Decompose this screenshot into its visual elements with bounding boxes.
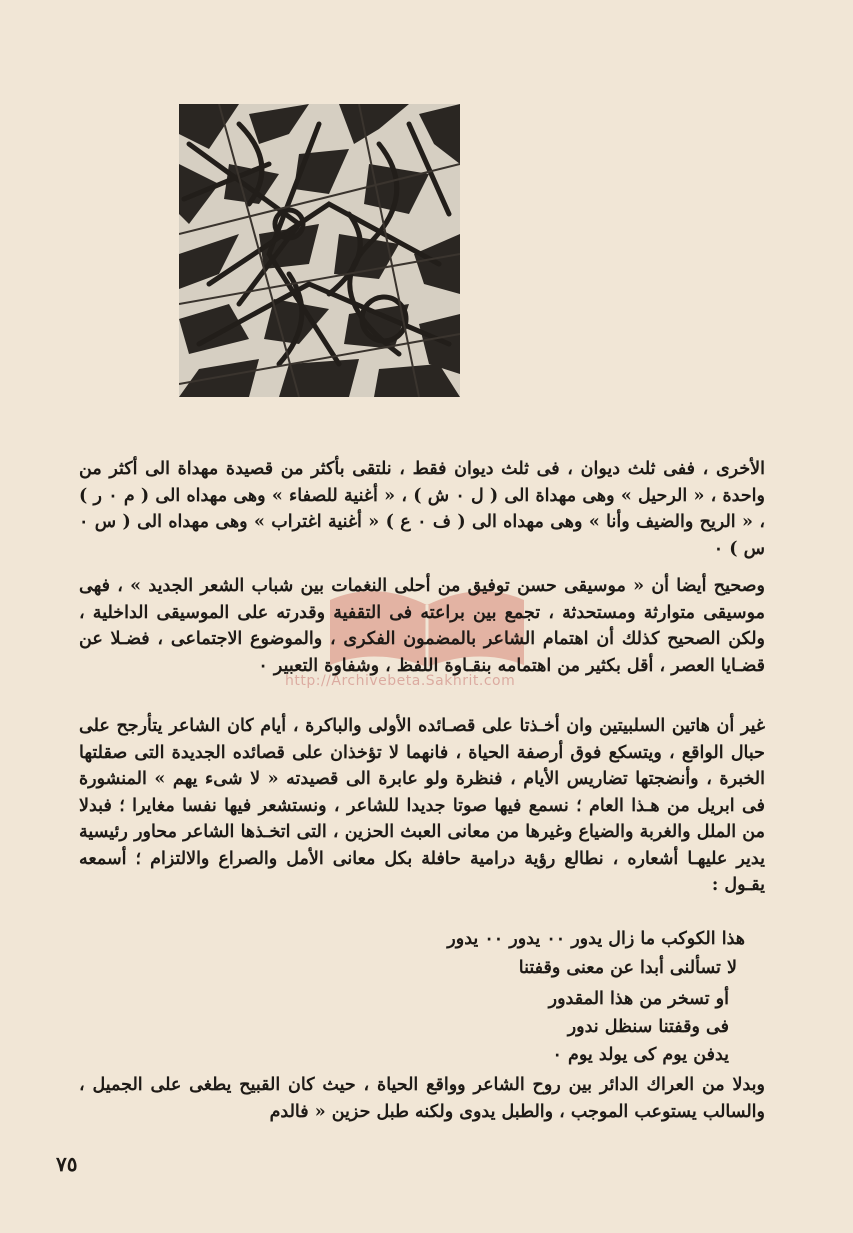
paragraph-text: غير أن هاتين السلبيتين وان أخـذتا على قصـائده الأولى والباكرة ، أيام كان الشاعر يتأرجح على حبال الواقع ، ويتسكع فوق أرصفة الحياة ، فانهما لا تؤخذان على قصائده الجديدة التى صقلتها الخبرة ، وأنضجتها تضاريس الأيام ، فنظرة ولو عابرة الى قصيدته « لا شىء يهم » المنشورة فى ابريل من هـذا العام ؛ نسمع فيها صوتا جديدا للشاعر ، ونستشعر فيها نفسا مغايرا ؛ فبدلا من الملل والغربة والضياع وغيرها من معانى العبث الحزين ، التى اتخـذها الشاعر محاور رئيسية يدير عليهـا أشعاره ، نطالع رؤية درامية حافلة بكل معانى الأمل والصراع والالتزام ؛ أسمعه يقـول : — [79, 716, 765, 895]
abstract-illustration — [179, 104, 460, 397]
paragraph-music — [79, 573, 765, 679]
poem-line: هذا الكوكب ما زال يدور ٠٠ يدور ٠٠ يدور — [447, 929, 745, 949]
watermark-url[interactable]: http://Archivebeta.Sakhrit.com — [285, 673, 516, 689]
abstract-line-art — [179, 104, 460, 397]
paragraph-dedications — [79, 456, 765, 562]
poem-line: أو تسخر من هذا المقدور — [548, 989, 729, 1009]
paragraph-conflict — [79, 1072, 765, 1125]
paragraph-text: وبدلا من العراك الدائر بين روح الشاعر وواقع الحياة ، حيث كان القبيح يطغى على الجميل ، والسالب يستوعب الموجب ، والطبل يدوى ولكنه طبل حزين « فالدم — [79, 1075, 765, 1122]
paragraph-text: الأخرى ، ففى ثلث ديوان ، فى ثلث ديوان فقط ، نلتقى بأكثر من قصيدة مهداة الى أكثر من واحدة ، « الرحيل » وهى مهداة الى ( ل ٠ ش ) ، « أغنية للصفاء » وهى مهداه الى ( م ٠ ر ) ، « الريح والضيف وأنا » وهى مهداه الى ( ف ٠ ع ) « أغنية اغتراب » وهى مهداه الى ( س ٠ س ) ٠ — [79, 459, 765, 559]
paragraph-text: وصحيح أيضا أن « موسيقى حسن توفيق من أحلى النغمات بين شباب الشعر الجديد » ، فهى موسيقى متوارثة ومستحدثة ، تجمع بين براعته فى التقفية وقدرته على الموسيقى الداخلية ، ولكن الصحيح كذلك أن اهتمام الشاعر بالمضمون الفكرى ، والموضوع الاجتماعى ، فضـلا عن قضـايا العصر ، أقل بكثير من اهتمامه بنقـاوة اللفظ ، وشفاوة التعبير ٠ — [79, 576, 765, 676]
poem-line: يدفن يوم كى يولد يوم ٠ — [552, 1045, 729, 1065]
poem-line: فى وقفتنا سنظل ندور — [567, 1017, 729, 1037]
page-number: ٧٥ — [56, 1152, 78, 1176]
poem-line: لا تسألنى أبدا عن معنى وقفتنا — [518, 958, 737, 978]
paragraph-new-voice — [79, 713, 765, 899]
